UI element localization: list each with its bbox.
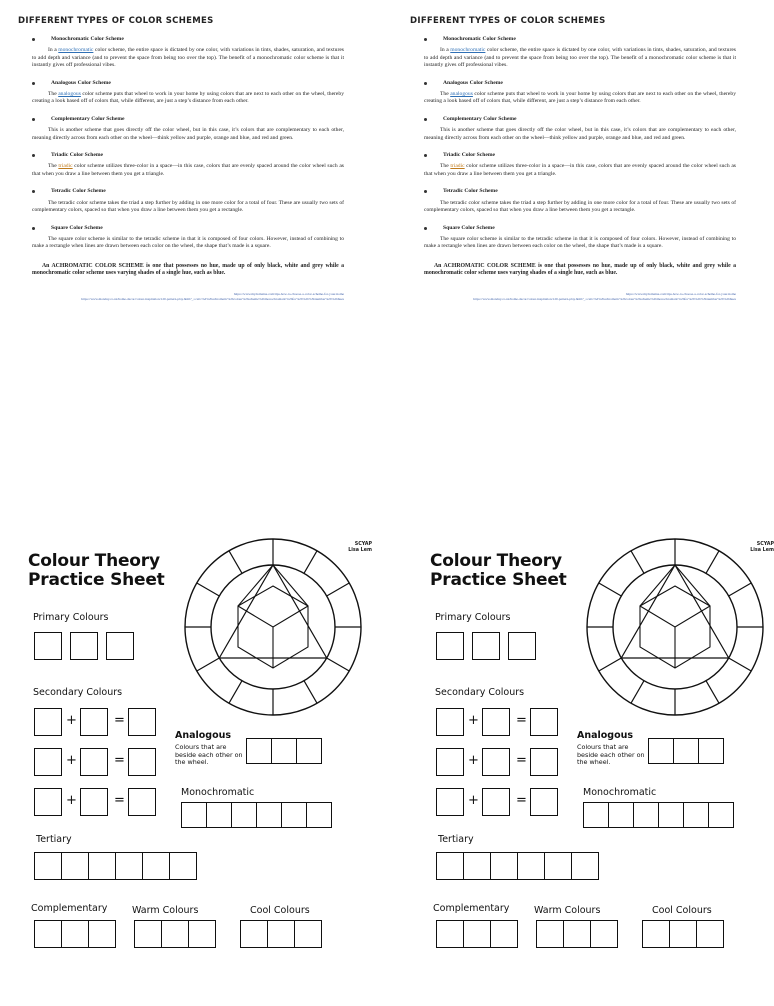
- equals-sign: =: [114, 713, 125, 728]
- analogous-box[interactable]: [296, 738, 322, 764]
- source-links: [32, 292, 344, 301]
- scheme-name: Triadic Color Scheme: [443, 152, 495, 159]
- scheme-section: [32, 80, 344, 106]
- scheme-section: [424, 188, 736, 214]
- scheme-description: In a monochromatic color scheme, the entire space is dictated by one color, with variations in tints, shades, saturation, and textures to add depth and variance (and to prevent the space from being too over the top). The benefit of a monochromatic color scheme is that it instantly gives off professional vibes.: [424, 47, 736, 69]
- scheme-section: [32, 188, 344, 214]
- source-links: [424, 292, 736, 301]
- secondary-box[interactable]: [436, 788, 464, 816]
- scheme-name: Triadic Color Scheme: [51, 152, 103, 159]
- analogous-box[interactable]: [698, 738, 724, 764]
- complementary-box[interactable]: [490, 920, 518, 948]
- scheme-name: Complementary Color Scheme: [443, 115, 517, 122]
- scheme-description: The triadic color scheme utilizes three-color in a space—in this case, colors that are evenly spaced around the color wheel such as that when you draw a line between them you get a triangle.: [424, 163, 736, 177]
- scheme-name: Complementary Color Scheme: [51, 115, 125, 122]
- mono-box[interactable]: [181, 802, 207, 828]
- mono-box[interactable]: [633, 802, 659, 828]
- color-wheel: [580, 532, 770, 722]
- scheme-section: [424, 225, 736, 251]
- tertiary-box[interactable]: [490, 852, 518, 880]
- document-title: DIFFERENT TYPES OF COLOR SCHEMES: [18, 16, 214, 26]
- plus-sign: +: [468, 753, 479, 768]
- mono-box[interactable]: [708, 802, 734, 828]
- scheme-description: The square color scheme is similar to the tetradic scheme in that it is composed of four colors. However, instead of combining to make a rectangle when lines are drawn between each color on the wheel, the shape that’s made is a square.: [424, 235, 736, 250]
- scheme-name: Analogous Color Scheme: [51, 79, 111, 86]
- tertiary-box[interactable]: [142, 852, 170, 880]
- cool-box[interactable]: [240, 920, 268, 948]
- sheet-credit: SCYAP Lisa Lem: [750, 542, 774, 553]
- scheme-description: The square color scheme is similar to the tetradic scheme in that it is composed of four colors. However, instead of combining to make a rectangle when lines are drawn between each color on the wheel, the shape that’s made is a square.: [32, 235, 344, 250]
- warm-box[interactable]: [134, 920, 162, 948]
- complementary-box[interactable]: [34, 920, 62, 948]
- bullet-icon: [32, 190, 35, 193]
- sheet-title: Colour Theory Practice Sheet: [430, 551, 567, 590]
- scheme-link[interactable]: monochromatic: [450, 47, 486, 54]
- source-link-2[interactable]: https://www.monday.co.nz/home-decor/colour-inspiration/120-pattern-play.html?_=cs#=%d%2bachromatic%2bcolour%2bscheme%2bmonochromatic%2bfor%2b%2b%3bnumber%2b%2bhues: [81, 296, 344, 301]
- monochromatic-label: Monochromatic: [181, 787, 255, 798]
- plus-sign: +: [468, 713, 479, 728]
- warm-box[interactable]: [188, 920, 216, 948]
- bullet-icon: [424, 118, 427, 121]
- scheme-description: This is another scheme that goes directly off the color wheel, but in this case, it’s colors that are complementary to each other, meaning directly across from each other on the wheel—think yellow and purple, orange and blue, and red and green.: [32, 127, 344, 141]
- cool-colours-label: Cool Colours: [652, 905, 712, 916]
- scheme-name: Square Color Scheme: [51, 224, 103, 231]
- mono-box[interactable]: [231, 802, 257, 828]
- plus-sign: +: [468, 793, 479, 808]
- practice-sheet-left: [28, 532, 372, 982]
- tertiary-box[interactable]: [88, 852, 116, 880]
- bullet-icon: [424, 190, 427, 193]
- scheme-section: [32, 36, 344, 70]
- tertiary-box[interactable]: [436, 852, 464, 880]
- equals-sign: =: [516, 793, 527, 808]
- primary-colours-label: Primary Colours: [33, 612, 109, 623]
- tertiary-box[interactable]: [34, 852, 62, 880]
- mono-box[interactable]: [683, 802, 709, 828]
- tertiary-box[interactable]: [115, 852, 143, 880]
- complementary-box[interactable]: [88, 920, 116, 948]
- equals-sign: =: [114, 753, 125, 768]
- secondary-box[interactable]: [128, 748, 156, 776]
- secondary-box[interactable]: [530, 788, 558, 816]
- scheme-section: [424, 152, 736, 178]
- complementary-box[interactable]: [436, 920, 464, 948]
- secondary-box[interactable]: [436, 708, 464, 736]
- document-page-right: [410, 0, 736, 302]
- tertiary-box[interactable]: [169, 852, 197, 880]
- sheet-credit: SCYAP Lisa Lem: [348, 542, 372, 553]
- scheme-description: The tetradic color scheme takes the triad a step further by adding in one more color for a total of four. These are usually two sets of complementary colors, spaced so that when you draw a line between them you get a rectangle.: [32, 199, 344, 214]
- bullet-icon: [32, 154, 35, 157]
- complementary-label: Complementary: [31, 903, 108, 914]
- bullet-icon: [32, 227, 35, 230]
- scheme-name: Monochromatic Color Scheme: [443, 36, 516, 42]
- tertiary-box[interactable]: [61, 852, 89, 880]
- scheme-link[interactable]: analogous: [450, 91, 473, 98]
- achromatic-note: An ACHROMATIC COLOR SCHEME is one that possesses no hue, made up of only black, white and grey while a monochromatic color scheme uses varying shades of a single hue, such as blue.: [424, 262, 736, 277]
- primary-box-2[interactable]: [472, 632, 500, 660]
- scheme-description: The analogous color scheme puts that wheel to work in your home by using colors that are next to each other on the wheel, thereby creating a look based off of colors that, while different, are just a step’s distance from each other.: [424, 91, 736, 105]
- analogous-box[interactable]: [673, 738, 699, 764]
- primary-box-2[interactable]: [70, 632, 98, 660]
- scheme-name: Analogous Color Scheme: [443, 79, 503, 86]
- cool-box[interactable]: [696, 920, 724, 948]
- tertiary-box[interactable]: [517, 852, 545, 880]
- secondary-box[interactable]: [34, 708, 62, 736]
- scheme-description: The tetradic color scheme takes the triad a step further by adding in one more color for a total of four. These are usually two sets of complementary colors, spaced so that when you draw a line between them you get a rectangle.: [424, 199, 736, 214]
- secondary-box[interactable]: [482, 708, 510, 736]
- analogous-label: Analogous: [175, 730, 232, 741]
- sections-right: [424, 36, 736, 251]
- secondary-box[interactable]: [80, 788, 108, 816]
- sections-left: [32, 36, 344, 251]
- primary-box-1[interactable]: [34, 632, 62, 660]
- warm-colours-label: Warm Colours: [132, 905, 199, 916]
- tertiary-label: Tertiary: [438, 834, 474, 845]
- analogous-box[interactable]: [246, 738, 272, 764]
- secondary-box[interactable]: [128, 708, 156, 736]
- color-wheel: [178, 532, 368, 722]
- scheme-link[interactable]: triadic: [58, 163, 73, 170]
- analogous-description: Colours that are beside each other on the wheel.: [175, 743, 243, 767]
- practice-sheet-right: [430, 532, 774, 982]
- warm-box[interactable]: [536, 920, 564, 948]
- bullet-icon: [32, 82, 35, 85]
- mono-box[interactable]: [306, 802, 332, 828]
- mono-box[interactable]: [583, 802, 609, 828]
- analogous-box[interactable]: [271, 738, 297, 764]
- plus-sign: +: [66, 793, 77, 808]
- mono-box[interactable]: [256, 802, 282, 828]
- bullet-icon: [424, 227, 427, 230]
- scheme-link[interactable]: triadic: [450, 163, 465, 170]
- sheet-title: Colour Theory Practice Sheet: [28, 551, 165, 590]
- bullet-icon: [32, 118, 35, 121]
- complementary-box[interactable]: [61, 920, 89, 948]
- cool-colours-label: Cool Colours: [250, 905, 310, 916]
- cool-box[interactable]: [294, 920, 322, 948]
- scheme-description: The analogous color scheme puts that wheel to work in your home by using colors that are next to each other on the wheel, thereby creating a look based off of colors that, while different, are just a step’s distance from each other.: [32, 91, 344, 105]
- warm-colours-label: Warm Colours: [534, 905, 601, 916]
- primary-box-3[interactable]: [106, 632, 134, 660]
- scheme-name: Tetradic Color Scheme: [51, 188, 106, 195]
- tertiary-label: Tertiary: [36, 834, 72, 845]
- plus-sign: +: [66, 713, 77, 728]
- tertiary-box[interactable]: [571, 852, 599, 880]
- bullet-icon: [32, 38, 35, 41]
- primary-box-1[interactable]: [436, 632, 464, 660]
- secondary-colours-label: Secondary Colours: [435, 687, 525, 698]
- scheme-description: This is another scheme that goes directly off the color wheel, but in this case, it’s colors that are complementary to each other, meaning directly across from each other on the wheel—think yellow and purple, orange and blue, and red and green.: [424, 127, 736, 141]
- equals-sign: =: [516, 713, 527, 728]
- equals-sign: =: [114, 793, 125, 808]
- scheme-section: [424, 116, 736, 142]
- warm-box[interactable]: [590, 920, 618, 948]
- scheme-name: Tetradic Color Scheme: [443, 188, 498, 195]
- cool-box[interactable]: [642, 920, 670, 948]
- complementary-box[interactable]: [463, 920, 491, 948]
- scheme-description: In a monochromatic color scheme, the entire space is dictated by one color, with variations in tints, shades, saturation, and textures to add depth and variance (and to prevent the space from being too over the top). The benefit of a monochromatic color scheme is that it instantly gives off professional vibes.: [32, 47, 344, 69]
- scheme-name: Square Color Scheme: [443, 224, 495, 231]
- secondary-box[interactable]: [80, 708, 108, 736]
- bullet-icon: [424, 154, 427, 157]
- bullet-icon: [424, 38, 427, 41]
- monochromatic-label: Monochromatic: [583, 787, 657, 798]
- primary-box-3[interactable]: [508, 632, 536, 660]
- secondary-box[interactable]: [530, 708, 558, 736]
- secondary-box[interactable]: [128, 788, 156, 816]
- tertiary-box[interactable]: [544, 852, 572, 880]
- primary-colours-label: Primary Colours: [435, 612, 511, 623]
- warm-box[interactable]: [161, 920, 189, 948]
- equals-sign: =: [516, 753, 527, 768]
- mono-box[interactable]: [206, 802, 232, 828]
- tertiary-box[interactable]: [463, 852, 491, 880]
- scheme-description: The triadic color scheme utilizes three-color in a space—in this case, colors that are evenly spaced around the color wheel such as that when you draw a line between them you get a triangle.: [32, 163, 344, 177]
- source-link-1[interactable]: https://www.mydomaine.com/tips-how-to-choose-a-color-scheme-for-your-home: [233, 291, 344, 296]
- scheme-link[interactable]: analogous: [58, 91, 81, 98]
- secondary-box[interactable]: [436, 748, 464, 776]
- cool-box[interactable]: [669, 920, 697, 948]
- analogous-description: Colours that are beside each other on the wheel.: [577, 743, 645, 767]
- achromatic-note: An ACHROMATIC COLOR SCHEME is one that possesses no hue, made up of only black, white and grey while a monochromatic color scheme uses varying shades of a single hue, such as blue.: [32, 262, 344, 277]
- bullet-icon: [424, 82, 427, 85]
- source-link-1[interactable]: https://www.mydomaine.com/tips-how-to-choose-a-color-scheme-for-your-home: [625, 291, 736, 296]
- document-title: DIFFERENT TYPES OF COLOR SCHEMES: [410, 16, 606, 26]
- document-page-left: [18, 0, 344, 302]
- secondary-box[interactable]: [80, 748, 108, 776]
- mono-box[interactable]: [281, 802, 307, 828]
- cool-box[interactable]: [267, 920, 295, 948]
- secondary-box[interactable]: [34, 788, 62, 816]
- secondary-box[interactable]: [482, 788, 510, 816]
- source-link-2[interactable]: https://www.monday.co.nz/home-decor/colour-inspiration/120-pattern-play.html?_=cs#=%d%2bachromatic%2bcolour%2bscheme%2bmonochromatic%2bfor%2b%2b%3bnumber%2b%2bhues: [473, 296, 736, 301]
- scheme-link[interactable]: monochromatic: [58, 47, 94, 54]
- mono-box[interactable]: [658, 802, 684, 828]
- secondary-box[interactable]: [530, 748, 558, 776]
- scheme-section: [424, 80, 736, 106]
- scheme-section: [424, 36, 736, 70]
- scheme-name: Monochromatic Color Scheme: [51, 36, 124, 42]
- secondary-box[interactable]: [482, 748, 510, 776]
- scheme-section: [32, 225, 344, 251]
- analogous-label: Analogous: [577, 730, 634, 741]
- plus-sign: +: [66, 753, 77, 768]
- scheme-section: [32, 116, 344, 142]
- analogous-box[interactable]: [648, 738, 674, 764]
- mono-box[interactable]: [608, 802, 634, 828]
- secondary-box[interactable]: [34, 748, 62, 776]
- secondary-colours-label: Secondary Colours: [33, 687, 123, 698]
- warm-box[interactable]: [563, 920, 591, 948]
- scheme-section: [32, 152, 344, 178]
- complementary-label: Complementary: [433, 903, 510, 914]
